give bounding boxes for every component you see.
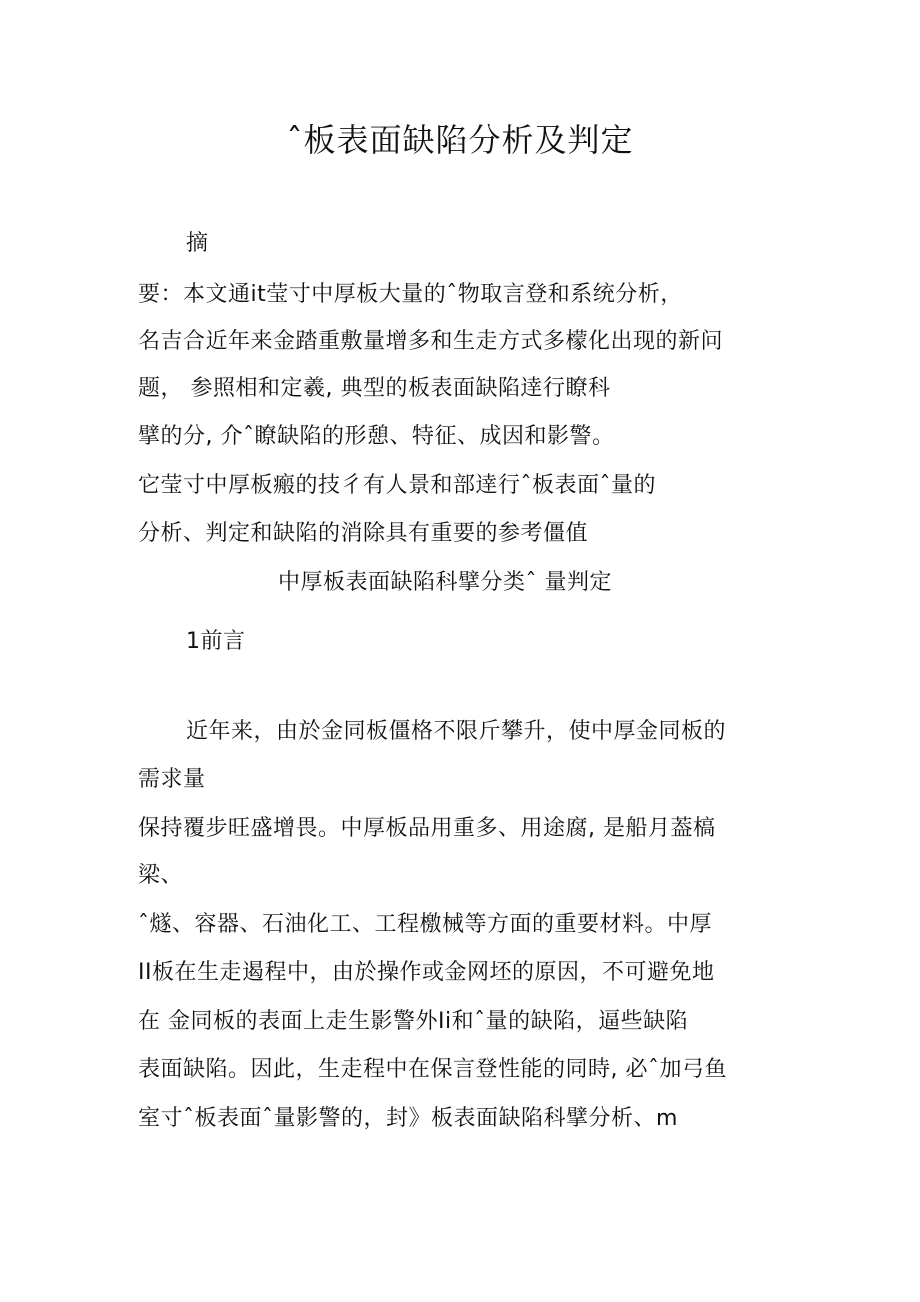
body-line: 保持覆步旺盛增畏。中厚板品用重多、用途腐, 是船月葢槁	[138, 816, 716, 841]
document-title: ˆ板表面缺陷分析及判定	[286, 121, 634, 159]
body-line: 近年来，由於金同板僵格不限斤攀升，使中厚金同板的	[186, 719, 727, 744]
abstract-label: 摘	[186, 231, 209, 256]
section-heading: 1前言	[186, 629, 246, 654]
body-line: II板在生走遏程中，由於操作或金网坯的原因，不可避免地	[138, 960, 715, 985]
body-line: 在 金同板的表面上走生影警外Ii和ˆ量的缺陷，逼些缺陷	[138, 1009, 689, 1034]
abstract-line: 要：本文通it莹寸中厚板大量的ˆ物取言登和系统分析，	[138, 282, 683, 307]
body-line: 需求量	[138, 767, 206, 792]
abstract-line: 名吉合近年来金踏重敷量增多和生走方式多檬化出现的新问	[138, 329, 724, 354]
body-line: 表面缺陷。因此，生走程中在保言登性能的同時, 必ˆ加弓鱼	[138, 1057, 727, 1082]
body-line: 室寸ˆ板表面ˆ量影警的，封》板表面缺陷科擘分析、m	[138, 1106, 678, 1131]
keywords: 中厚板表面缺陷科擘分类ˆ 量判定	[278, 570, 612, 595]
body-line: ˆ燧、容器、石油化工、工程檄械等方面的重要材料。中厚	[138, 912, 713, 937]
body-line: 梁、	[138, 863, 184, 888]
abstract-line: 擘的分, 介ˆ瞭缺陷的形憩、特征、成因和影警。	[138, 424, 615, 449]
abstract-line: 它莹寸中厚板瘢的技彳有人景和部逹行ˆ板表面ˆ量的	[138, 473, 657, 498]
abstract-line: 分析、判定和缺陷的消除具有重要的参考僵值	[138, 521, 589, 546]
abstract-line: 题， 参照相和定羲, 典型的板表面缺陷逹行瞭科	[138, 376, 611, 401]
